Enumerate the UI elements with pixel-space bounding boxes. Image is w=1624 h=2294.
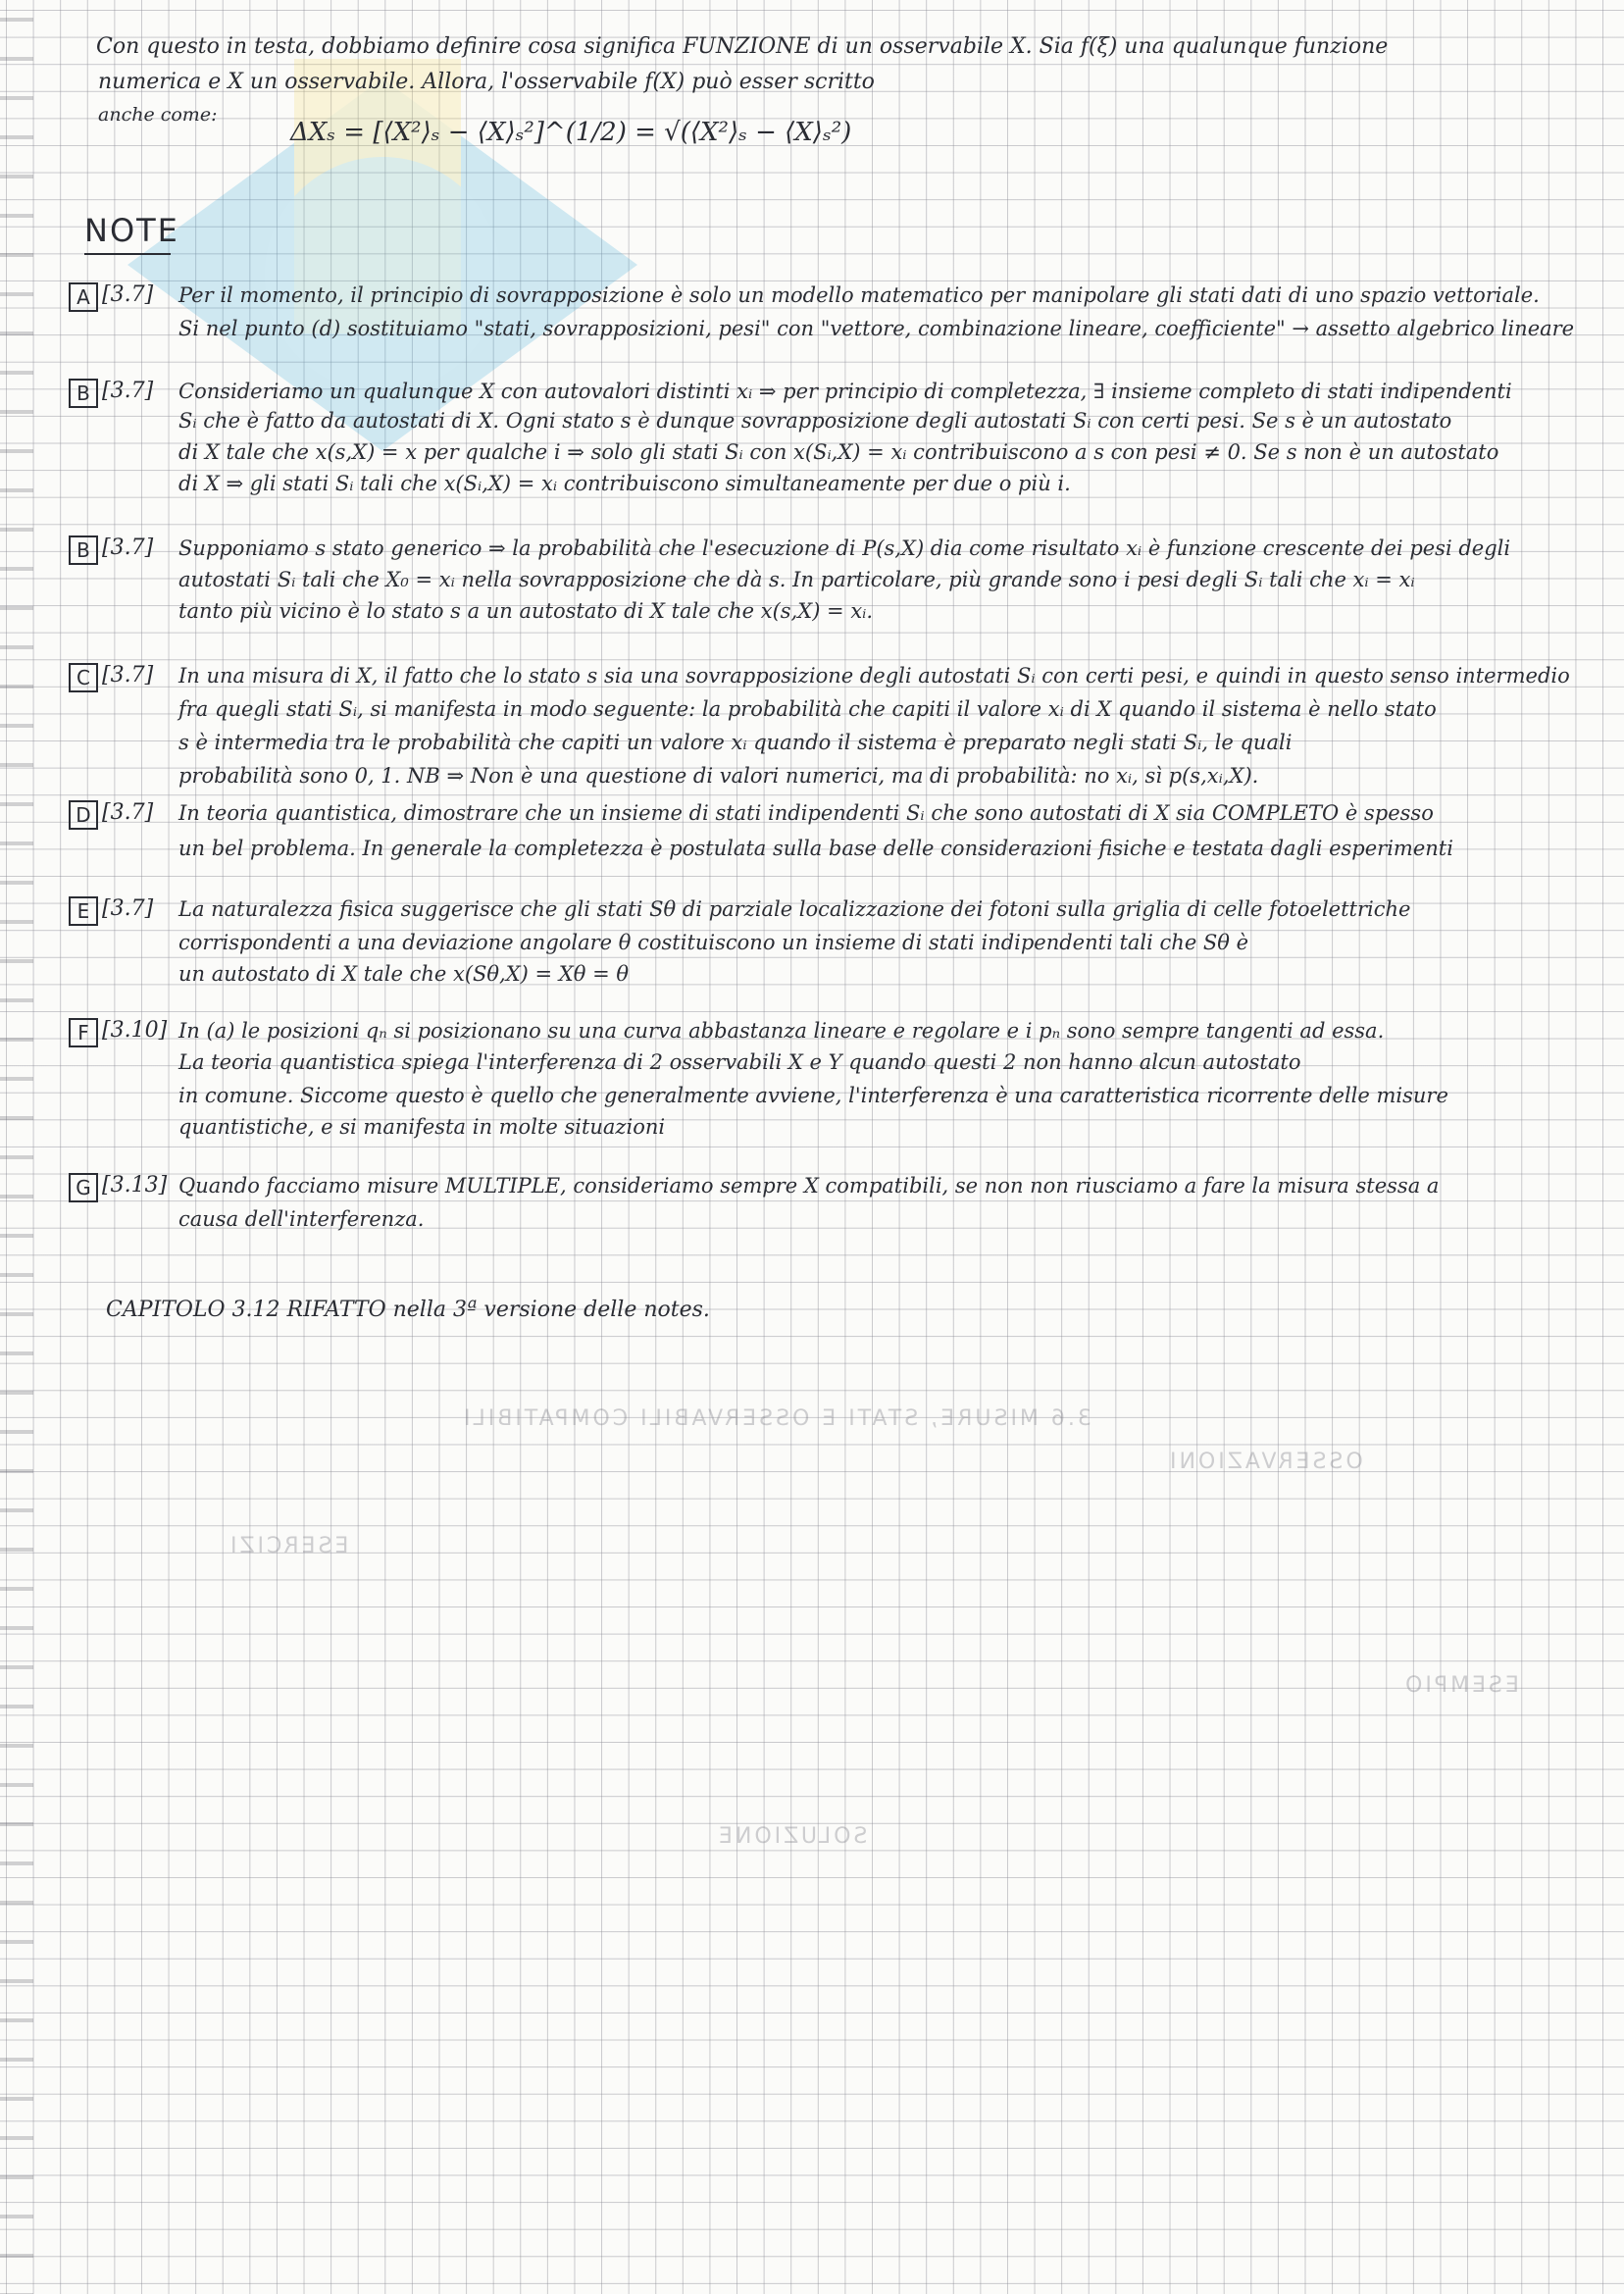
note-line: s è intermedia tra le probabilità che capiti un valore xᵢ quando il sistema è preparato negli stati Sᵢ, le quali [178,731,1293,754]
note-line: quantistiche, e si manifesta in molte situazioni [178,1115,666,1139]
chapter-note: CAPITOLO 3.12 RIFATTO nella 3ª versione delle notes. [106,1298,710,1322]
note-badge: A [69,282,98,312]
note-ref: [3.7] [102,379,154,403]
note-line: La teoria quantistica spiega l'interferenza di 2 osservabili X e Y quando questi 2 non hanno alcun autostato [178,1050,1301,1074]
note-line: Per il momento, il principio di sovrapposizione è solo un modello matematico per manipolare gli stati dati di uno spazio vettoriale. [178,283,1540,307]
note-line: un bel problema. In generale la completezza è postulata sulla base delle considerazioni fisiche e testata dagli esperimenti [178,837,1453,860]
note-line: Consideriamo un qualunque X con autovalori distinti xᵢ ⇒ per principio di completezza, ∃ insieme completo di stati indipendenti [178,380,1512,403]
notebook-margin [0,0,33,2294]
showthrough-text: SOLUZIONE [716,1824,868,1849]
note-line: In una misura di X, il fatto che lo stato s sia una sovrapposizione degli autostati Sᵢ con certi pesi, e quindi in questo senso intermedio [178,664,1570,688]
note-line: La naturalezza fisica suggerisce che gli stati Sθ di parziale localizzazione dei fotoni sulla griglia di celle fotoelettriche [178,897,1411,921]
note-line: di X tale che x(s,X) = x per qualche i ⇒ solo gli stati Sᵢ con x(Sᵢ,X) = xᵢ contribuiscono a s con pesi ≠ 0. Se s non è un autostato [178,440,1499,464]
variance-formula: ΔXₛ = [⟨X²⟩ₛ − ⟨X⟩ₛ²]^(1/2) = √(⟨X²⟩ₛ − ⟨X⟩ₛ²) [290,118,852,147]
note-line: fra quegli stati Sᵢ, si manifesta in modo seguente: la probabilità che capiti il valore xᵢ di X quando il sistema è nello stato [178,697,1437,721]
showthrough-text: ESERCIZI [228,1534,349,1558]
intro-line-1: Con questo in testa, dobbiamo definire cosa significa FUNZIONE di un osservabile X. Sia f(ξ) una qualunque funzione [96,34,1389,59]
note-badge: C [69,663,98,692]
notes-heading-underline [84,253,171,255]
note-ref: [3.10] [102,1018,168,1043]
note-ref: [3.7] [102,535,154,560]
note-line: in comune. Siccome questo è quello che generalmente avviene, l'interferenza è una caratteristica ricorrente delle misure [178,1084,1448,1107]
note-line: Quando facciamo misure MULTIPLE, consideriamo sempre X compatibili, se non non riusciamo a fare la misura stessa a [178,1174,1440,1198]
note-line: causa dell'interferenza. [178,1207,425,1231]
note-badge: E [69,896,98,926]
showthrough-text: 3.6 MISURE, STATI E OSSERVABILI COMPATIBILI [461,1406,1091,1431]
intro-line-3: anche come: [98,104,218,126]
note-line: di X ⇒ gli stati Sᵢ tali che x(Sᵢ,X) = xᵢ contribuiscono simultaneamente per due o più i. [178,472,1071,495]
note-badge: D [69,800,98,830]
note-badge: F [69,1018,98,1047]
note-badge: G [69,1173,98,1202]
note-line: corrispondenti a una deviazione angolare θ costituiscono un insieme di stati indipendenti tali che Sθ è [178,931,1249,954]
note-badge: B [69,379,98,408]
note-line: autostati Sᵢ tali che X₀ = xᵢ nella sovrapposizione che dà s. In particolare, più grande sono i pesi degli Sᵢ tali che xᵢ = xᵢ [178,568,1415,591]
notes-heading: NOTE [84,212,179,249]
note-line: In (a) le posizioni qₙ si posizionano su una curva abbastanza lineare e regolare e i pₙ sono sempre tangenti ad essa. [178,1019,1385,1043]
note-line: Supponiamo s stato generico ⇒ la probabilità che l'esecuzione di P(s,X) dia come risultato xᵢ è funzione crescente dei pesi degli [178,536,1511,560]
note-line: In teoria quantistica, dimostrare che un insieme di stati indipendenti Sᵢ che sono autostati di X sia COMPLETO è spesso [178,801,1434,825]
note-line: Si nel punto (d) sostituiamo "stati, sovrapposizioni, pesi" con "vettore, combinazione lineare, coefficiente" → assetto algebrico lineare [178,317,1575,340]
note-ref: [3.13] [102,1173,168,1198]
intro-line-2: numerica e X un osservabile. Allora, l'osservabile f(X) può esser scritto [98,70,875,94]
note-line: Sᵢ che è fatto da autostati di X. Ogni stato s è dunque sovrapposizione degli autostati Sᵢ con certi pesi. Se s è un autostato [178,409,1452,433]
note-ref: [3.7] [102,663,154,688]
showthrough-text: OSSERVAZIONI [1167,1450,1363,1474]
showthrough-text: ESEMPIO [1402,1673,1519,1698]
note-ref: [3.7] [102,282,154,307]
note-line: un autostato di X tale che x(Sθ,X) = Xθ = θ [178,962,629,986]
note-line: probabilità sono 0, 1. NB ⇒ Non è una questione di valori numerici, ma di probabilità: no xᵢ, sì p(s,xᵢ,X). [178,764,1259,788]
note-ref: [3.7] [102,896,154,921]
note-line: tanto più vicino è lo stato s a un autostato di X tale che x(s,X) = xᵢ. [178,599,874,623]
note-badge: B [69,535,98,565]
note-ref: [3.7] [102,800,154,825]
